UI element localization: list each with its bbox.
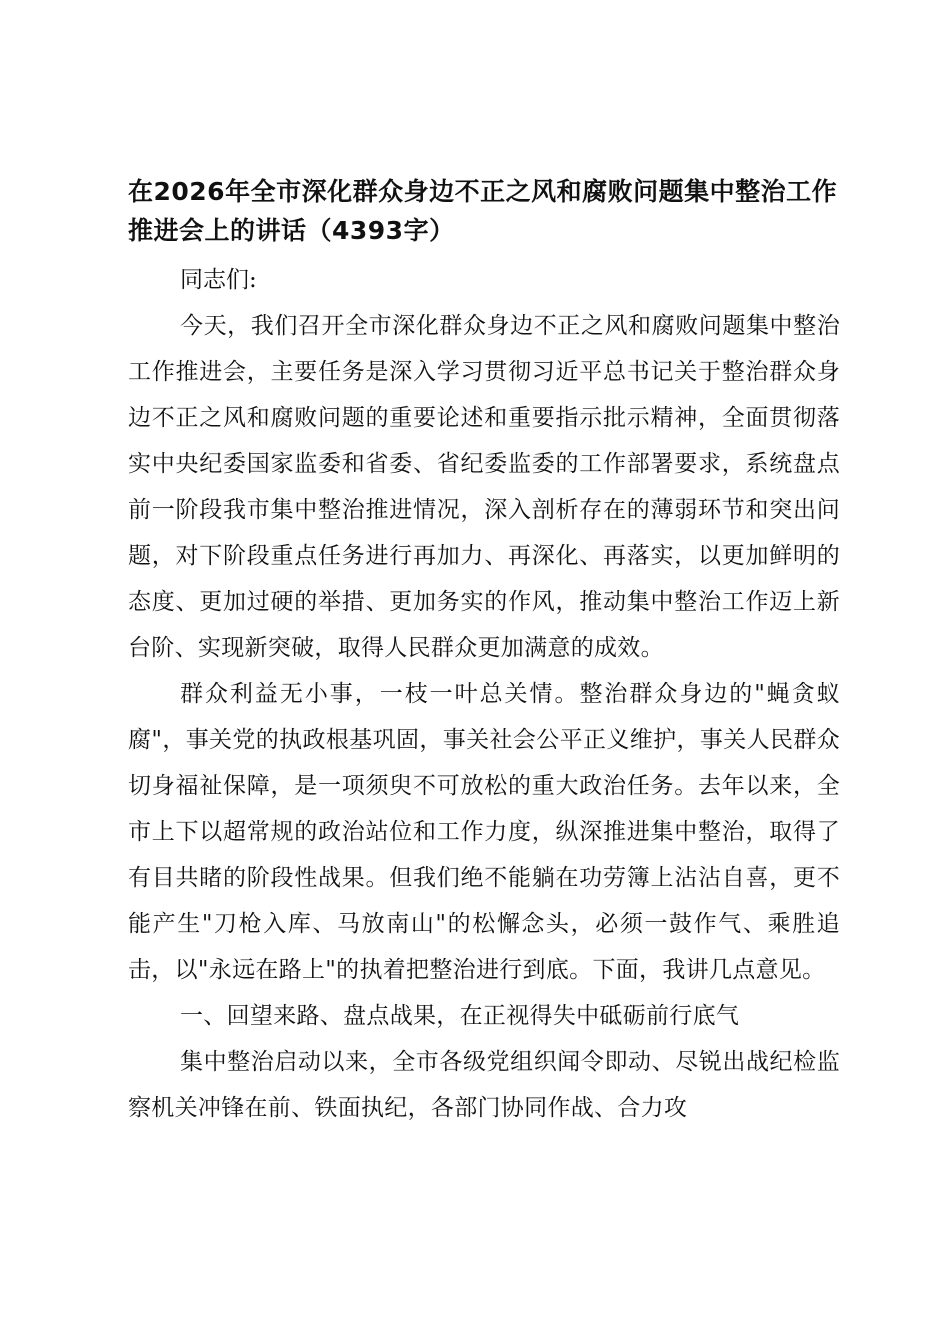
- salutation: 同志们:: [180, 267, 257, 293]
- paragraph-section-1: 集中整治启动以来，全市各级党组织闻令即动、尽锐出战纪检监察机关冲锋在前、铁面执纪，各部门协同作战、合力攻: [128, 1049, 840, 1121]
- document-title: 在2026年全市深化群众身边不正之风和腐败问题集中整治工作推进会上的讲话（4393字）: [128, 177, 838, 245]
- document-body: [128, 172, 840, 1131]
- paragraph-background: 群众利益无小事，一枝一叶总关情。整治群众身边的"蝇贪蚁腐"，事关党的执政根基巩固，事关社会公平正义维护，事关人民群众切身福祉保障，是一项须臾不可放松的重大政治任务。去年以来，全市上下以超常规的政治站位和工作力度，纵深推进集中整治，取得了有目共睹的阶段性战果。但我们绝不能躺在功劳簿上沾沾自喜，更不能产生"刀枪入库、马放南山"的松懈念头，必须一鼓作气、乘胜追击，以"永远在路上"的执着把整治进行到底。下面，我讲几点意见。: [128, 681, 840, 983]
- paragraph-opening: 今天，我们召开全市深化群众身边不正之风和腐败问题集中整治工作推进会，主要任务是深入学习贯彻习近平总书记关于整治群众身边不正之风和腐败问题的重要论述和重要指示批示精神，全面贯彻落实中央纪委国家监委和省委、省纪委监委的工作部署要求，系统盘点前一阶段我市集中整治推进情况，深入剖析存在的薄弱环节和突出问题，对下阶段重点任务进行再加力、再深化、再落实，以更加鲜明的态度、更加过硬的举措、更加务实的作风，推动集中整治工作迈上新台阶、实现新突破，取得人民群众更加满意的成效。: [128, 313, 840, 661]
- section-heading-1: 一、回望来路、盘点战果，在正视得失中砥砺前行底气: [180, 1003, 740, 1029]
